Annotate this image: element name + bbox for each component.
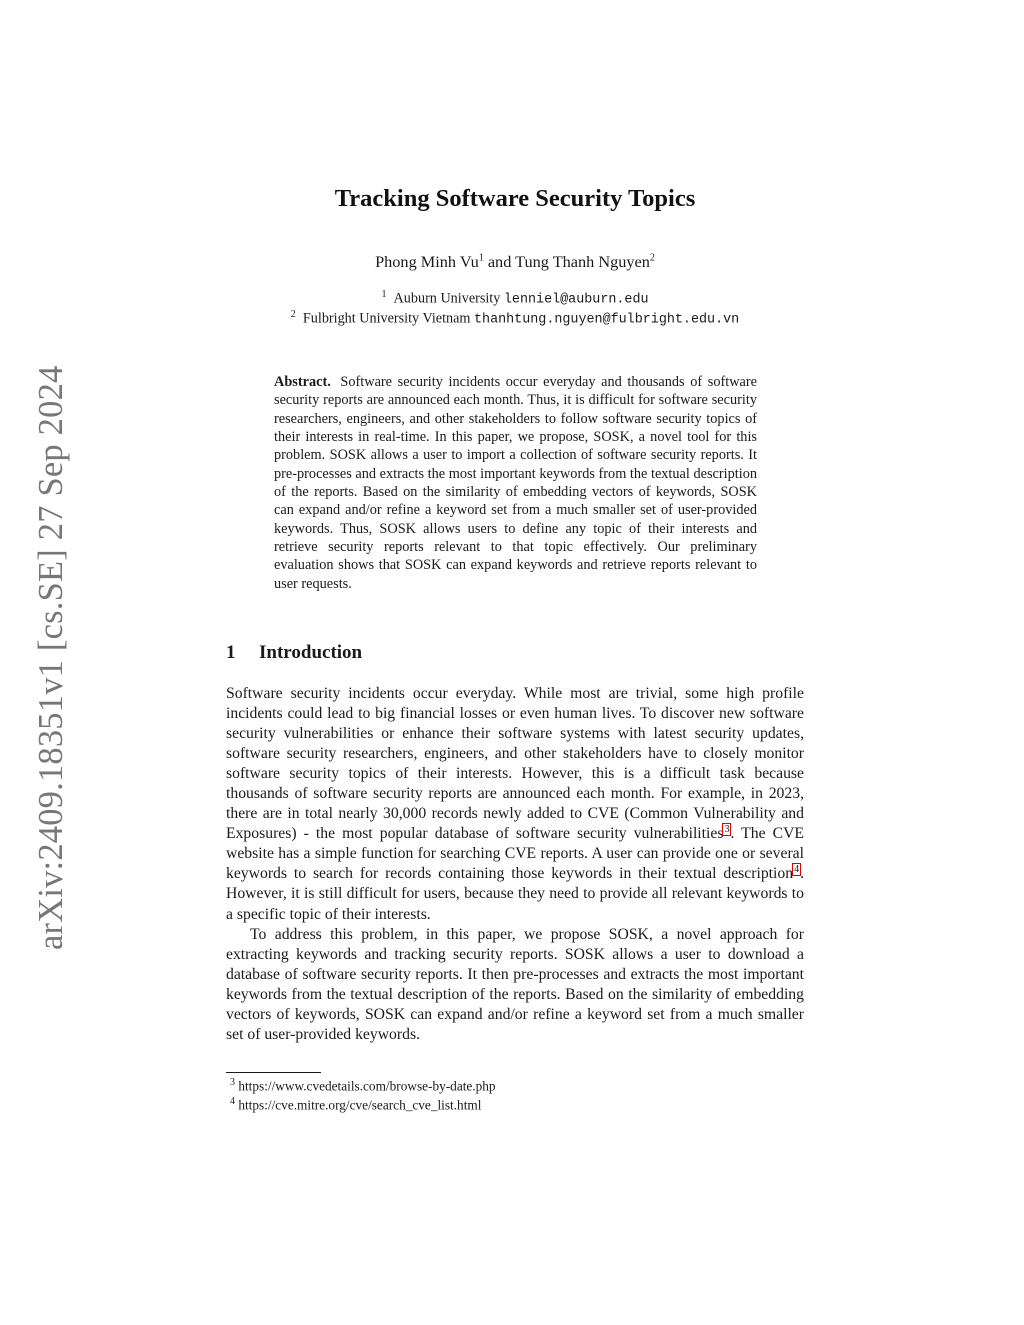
author-1-mark: 1 bbox=[478, 252, 484, 264]
footnote-3 bbox=[230, 1077, 496, 1094]
footnote-3-url[interactable]: https://www.cvedetails.com/browse-by-date.php bbox=[238, 1078, 496, 1094]
author-line bbox=[226, 252, 804, 272]
paragraph-1 bbox=[226, 684, 804, 925]
footnote-4-mark: 4 bbox=[230, 1096, 235, 1107]
paragraph-1-part-1: Software security incidents occur everyday. While most are trivial, some high profile incidents could lead to big financial losses or even human lives. To discover new software security vulnerabilities or enhance their software systems with latest security updates, software security researchers, engineers, and other stakeholders have to closely monitor software security topics of their interests. However, this is a difficult task because thousands of software security reports are announced each month. For example, in 2023, there are in total nearly 30,000 records newly added to CVE (Common Vulnerability and Exposures) - the most popular database of software security vulnerabilities bbox=[226, 685, 804, 843]
footnote-ref-3[interactable]: 3 bbox=[724, 824, 730, 836]
paper-title: Tracking Software Security Topics bbox=[334, 185, 696, 212]
footnote-4 bbox=[230, 1096, 481, 1113]
abstract bbox=[274, 373, 757, 593]
affiliation-1-name: Auburn University bbox=[393, 290, 501, 307]
footnote-3-mark: 3 bbox=[230, 1077, 235, 1088]
author-2-mark: 2 bbox=[649, 252, 655, 264]
author-conjunction: and bbox=[483, 252, 516, 271]
affiliation-2-mark: 2 bbox=[290, 309, 296, 320]
affiliation-2-name: Fulbright University Vietnam bbox=[302, 310, 471, 327]
affiliation-2 bbox=[226, 309, 804, 328]
body-text bbox=[226, 684, 804, 1045]
paragraph-1-part-3: . However, it is still difficult for users, because they need to provide all relevant keywords to a specific topic of their interests. bbox=[226, 865, 804, 923]
author-2: Tung Thanh Nguyen bbox=[515, 252, 650, 271]
paragraph-2: To address this problem, in this paper, we propose SOSK, a novel approach for extracting keywords and tracking security reports. SOSK allows a user to download a database of software security reports. It then pre-processes and extracts the most important keywords from the textual description of the reports. Based on the similarity of embedding vectors of keywords, SOSK can expand and/or refine a keyword set from a much smaller set of user-provided keywords. bbox=[226, 925, 804, 1043]
footnote-ref-4[interactable]: 4 bbox=[794, 864, 800, 876]
affiliation-2-email[interactable]: thanhtung.nguyen@fulbright.edu.vn bbox=[474, 312, 740, 328]
footnote-4-url[interactable]: https://cve.mitre.org/cve/search_cve_list.html bbox=[238, 1097, 482, 1113]
footnote-divider bbox=[226, 1072, 321, 1073]
affiliation-1-email[interactable]: lenniel@auburn.edu bbox=[503, 292, 649, 308]
section-title: Introduction bbox=[259, 642, 363, 663]
section-heading bbox=[226, 642, 362, 664]
arxiv-identifier: arXiv:2409.18351v1 [cs.SE] 27 Sep 2024 bbox=[32, 365, 70, 950]
section-number: 1 bbox=[226, 642, 236, 663]
abstract-label: Abstract. bbox=[274, 374, 331, 390]
abstract-text: Software security incidents occur everyday and thousands of software security reports are announced each month. Thus, it is difficult for software security researchers, engineers, and other stakeholders to follow software security topics of their interests in real-time. In this paper, we propose, SOSK, a novel tool for this problem. SOSK allows a user to import a collection of software security reports. It pre-processes and extracts the most important keywords from the textual description of the reports. Based on the similarity of embedding vectors of keywords, SOSK can expand and/or refine a keyword set from a much smaller set of user-provided keywords. Thus, SOSK allows users to define any topic of their interests and retrieve security reports relevant to that topic effectively. Our preliminary evaluation shows that SOSK can expand keywords and retrieve reports relevant to user requests. bbox=[274, 374, 757, 592]
author-1: Phong Minh Vu bbox=[375, 252, 479, 271]
affiliation-1 bbox=[226, 289, 804, 308]
affiliation-1-mark: 1 bbox=[381, 289, 387, 300]
paragraph-1-part-2: . The CVE website has a simple function for searching CVE reports. A user can provide one or several keywords to search for records containing those keywords in their textual description bbox=[226, 825, 804, 883]
